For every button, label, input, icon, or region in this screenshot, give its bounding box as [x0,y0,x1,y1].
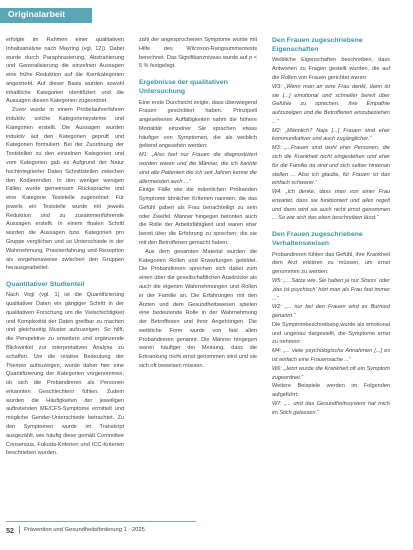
interview-quote: W5: „... Sätze wie ‚Sie haben ja nur Stress‘ oder ‚das ist psychisch‘ hört man als Frau fast immer ...“ [272,278,390,302]
section-heading-attributes: Den Frauen zugeschriebene Eigenschaften [272,37,363,54]
paragraph: erfolgte im Rahmen einer qualitativen Inhaltsanalyse nach Mayring (vgl. 12)). Dabei wurde durch Paraphrasierung, Abstrahierung und Generalisierung die einzelnen Aussagen eine frühe Reduktion auf die Kernkategorien angestrebt. Auf dieser Basis wurden sowohl inhaltliche Kategorien identifiziert und die Aussagen diesen Kategorien zugeordnet. [6,37,124,105]
section-heading-qualitative-results: Ergebnisse der qualitativen Untersuchung [139,79,228,96]
article-type-label: Originalarbeit [8,9,66,19]
footer-rule [6,521,196,522]
interview-quote: M1: „Also fast nur Frauen die diagnostiziert worden waren und die Männer, die ich kannte sind alle Patienten die ich seit Jahren kenne die allermeisten auch ...“ [139,152,257,185]
interview-quote: W6: „Jetzt wurde die Krankheit oft ein Symptom zugeordnet.“ [272,365,390,381]
section-heading-behaviours: Den Frauen zugeschriebene Verhaltensweisen [272,231,363,248]
interview-quote: M3: „...Frauen sind wohl eher Personen, die sich die Krankheit nicht eingestehen und eher für die Familie da sind und sich selber hintenan stellen ... Also ich glaube, für Frauen ist das einfach schwerer.“ [272,145,390,187]
paragraph: Probandinnen fühlen das Gefühl, ihre Krankheit dem Arzt erklären zu müssen, um ernst genommen zu werden: [272,251,390,276]
paragraph: Die Symptombeschreibung wurde als emotional und ungenau dargestellt, die Symptome ernst zu nehmen: [272,321,390,346]
interview-quote: W3: „Wenn man an eine Frau denkt, dann ist sie [...] emotional und schneller bereit über Gefühle zu sprechen, ihre Empathie aufzuzeigen und die Betroffenen einzubeziehen ...“ [272,83,390,125]
section-heading-quantitative: Quantitativer Studienteil [6,281,85,289]
paragraph: Weitere Beispiele werden im Folgenden aufgeführt: [272,383,390,399]
paragraph: Nach Vogl (vgl. 1) ist die Quantifizierung qualitativer Daten ein gängiger Schritt in der qualitativen Forschung um die Vielschichtigkeit und Komplexität der Daten greifbar zu machen und gleichzeitig Muster aufzuzeigen. So hilft, die Perspektive zu erweitern und ergänzende Blickwinkel zur interpretativen Analyse zu schaffen. Um die relative Bedeutung der Themen aufzuzeigen, wurde daher hier eine Quantifizierung der Kategorien vorgenommen, ob sich die Probandinnen als Personen erkannten Geschlechtern fühlen. Zudem wurden die Häufigkeiten der jeweiligen auftretenden ME/CFS-Symptome ermittelt und mögliche Gender-Unterschiede betrachtet. Zu den Symptomen wurde im Transkript ausgezählt, wie häufig diese gemäß Committee Consensus, Fukuda-Kriterien und ICC-Kriterien beschrieben wurden. [6,292,124,457]
page-footer [0,521,413,543]
footer-divider [19,526,20,534]
interview-quote: W4: „Ich denke, dass man von einer Frau erwartet, dass sie funktioniert und alles regelt und dann wird sie auch nicht ernst genommen ... So wie sich das eben beschreiben lässt.“ [272,189,390,222]
paragraph: Weibliche Eigenschaften beschreiben, dass Antworten zu Fragen gestellt wurden, die auf die Rollen von Frauen gerichtet waren: [272,57,390,81]
page-number: 52 [6,526,14,535]
paragraph: Eine erste Durchsicht zeigte, dass überwiegend Frauen geschildert haben. Prinzipiell angesehenen Auffälligkeiten nahm die höhere Mortalität einzelner Sie sprachen etwas häufiger von Symptomen, die als weiblich geltend angesehen werden: [139,99,257,150]
paragraph: Zuvor wurde in einem Probelaufverfahren induktiv, solche Kategoriensysteme und Kategorien erstellt. Die Aussagen wurden induktiv auf den Kategorien geprüft und Kategorien formuliert. Bei der Zuordnung der Textstellen zu den einzelnen Kategorien und vom Kategorien gab es Aufgrund der Natur hochintegrierter Daten Schnittstellen zwischen den Kodierenden. In den weniger wenigen Fällen wurde gemeinsam Rücksprache und eine Kategorie Textstelle zugeordnet. Für jeweils ein Textstelle wurde mit jeweils Reduktion und zu zusammenführende Aussagen erstellt. In einem finalen Schritt wurden die Aussagen bzw. Kategorien pro Gruppe verglichen und so Unterschiede in der Wahrnehmung, Praxiserfahrung und Rezeption als vorgehensweise zwischen den Gruppen herausgearbeitet. [6,107,124,272]
journal-name: Prävention und Gesundheitsförderung 1 · 2025 [24,527,145,533]
paragraph: Einige Fälle wie die männlichen Probanden Symptome ähnlicher Kriterien nannten, die das Gefühl gaben als Frau benachteiligt zu sein oder Zweifel. Männer hingegen betonten auch die Rolle der Arbeitsfähigkeit und waren eher bereit über die Erfahrung zu sprechen, die sie mit den Betroffenen gemacht haben. [139,187,257,247]
interview-quote: M2: „Männlich? Naja [...] Frauen sind eher kommunikativer und auch zugänglicher.“ [272,127,390,143]
text-column-3 [272,36,390,418]
text-column-2 [139,36,257,371]
paragraph: zahl der angesprochenen Symptome wurde mit Hilfe des Wilcoxon-Rangsummentests berechnet. Das Signifikanzniveau wurde auf p < 5 % festgelegt. [139,37,257,70]
paragraph: Aus dem gesamten Material wurden die Kategorien Rollen und Erwartungen gebildet. Die Probandinnen sprechen sich dabei zum einen über die gesellschaftlichen Ausdrücke als auch die eigenen Wahrnehmungen und Rollen in der Familie an. Die Erfahrungen mit den Ärzten und dem Gesundheitswesen spielen eine bedeutende Rolle in der Wahrnehmung der Betroffenen und ihrer Angehörigen. Die weibliche Form wurde von fast allen Probandinnen genannt. Die Männer hingegen waren häufiger der Meinung, dass die Erkrankung nicht ernst genommen wird und sie sich oft beweisen müssen. [139,248,257,369]
interview-quote: W2: „... nur bei den Frauen wird es Burnout genannt.“ [272,304,390,320]
text-column-1 [6,36,124,458]
article-type-tag [0,8,92,23]
interview-quote: W7: „... und das Gesundheitssystem hat mich im Stich gelassen.“ [272,400,390,416]
interview-quote: M4: „... viele psychologische Annahmen [...] es ist einfach eine Frauensache ...“ [272,348,390,364]
